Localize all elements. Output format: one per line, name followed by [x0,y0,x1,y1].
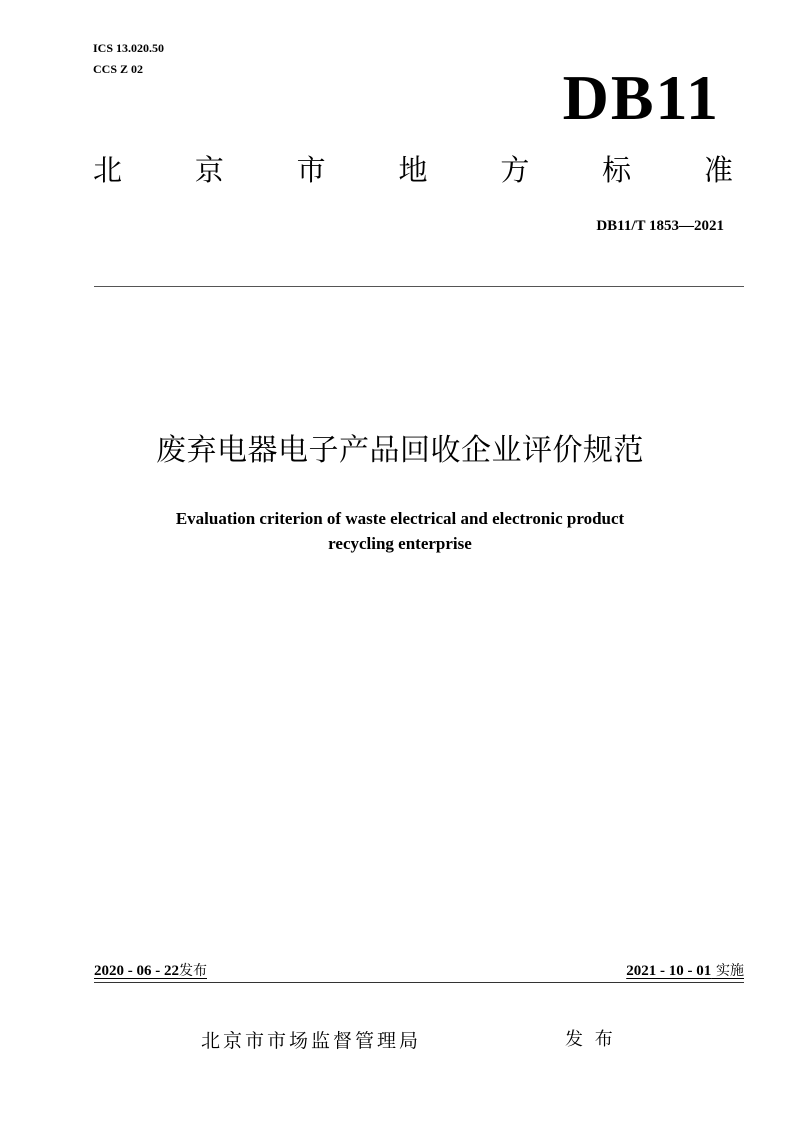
standard-type-char: 北 [93,153,123,187]
standard-type-char: 方 [500,153,530,187]
chinese-title: 废弃电器电子产品回收企业评价规范 [156,433,644,468]
english-title-line-1: Evaluation criterion of waste electrical and electronic product [175,509,625,528]
standard-type-char: 地 [398,153,428,187]
standard-type-char: 标 [602,153,632,187]
top-divider [94,286,744,287]
standard-type-char: 京 [194,153,224,187]
issuing-authority: 北京市市场监督管理局 [201,1030,422,1052]
release-date-group [94,961,207,980]
db-mark: DB11 [562,62,720,133]
standard-type-char: 市 [296,153,326,187]
bottom-divider [94,982,744,983]
ccs-code: CCS Z 02 [93,62,144,76]
standard-type-heading [93,153,733,187]
english-title [60,506,740,556]
implement-date: 2021 - 10 - 01 [626,963,712,979]
classification-codes [93,38,164,80]
issue-label: 发 布 [565,1029,613,1050]
standard-type-char: 准 [703,153,733,187]
release-label: 发布 [179,963,207,979]
implement-label: 实施 [716,963,744,979]
release-date: 2020 - 06 - 22 [94,963,179,979]
english-title-line-2: recycling enterprise [328,534,472,553]
standard-number: DB11/T 1853—2021 [596,218,724,234]
date-row [94,961,744,980]
ics-code: ICS 13.020.50 [93,41,165,55]
implement-date-group [626,961,744,980]
